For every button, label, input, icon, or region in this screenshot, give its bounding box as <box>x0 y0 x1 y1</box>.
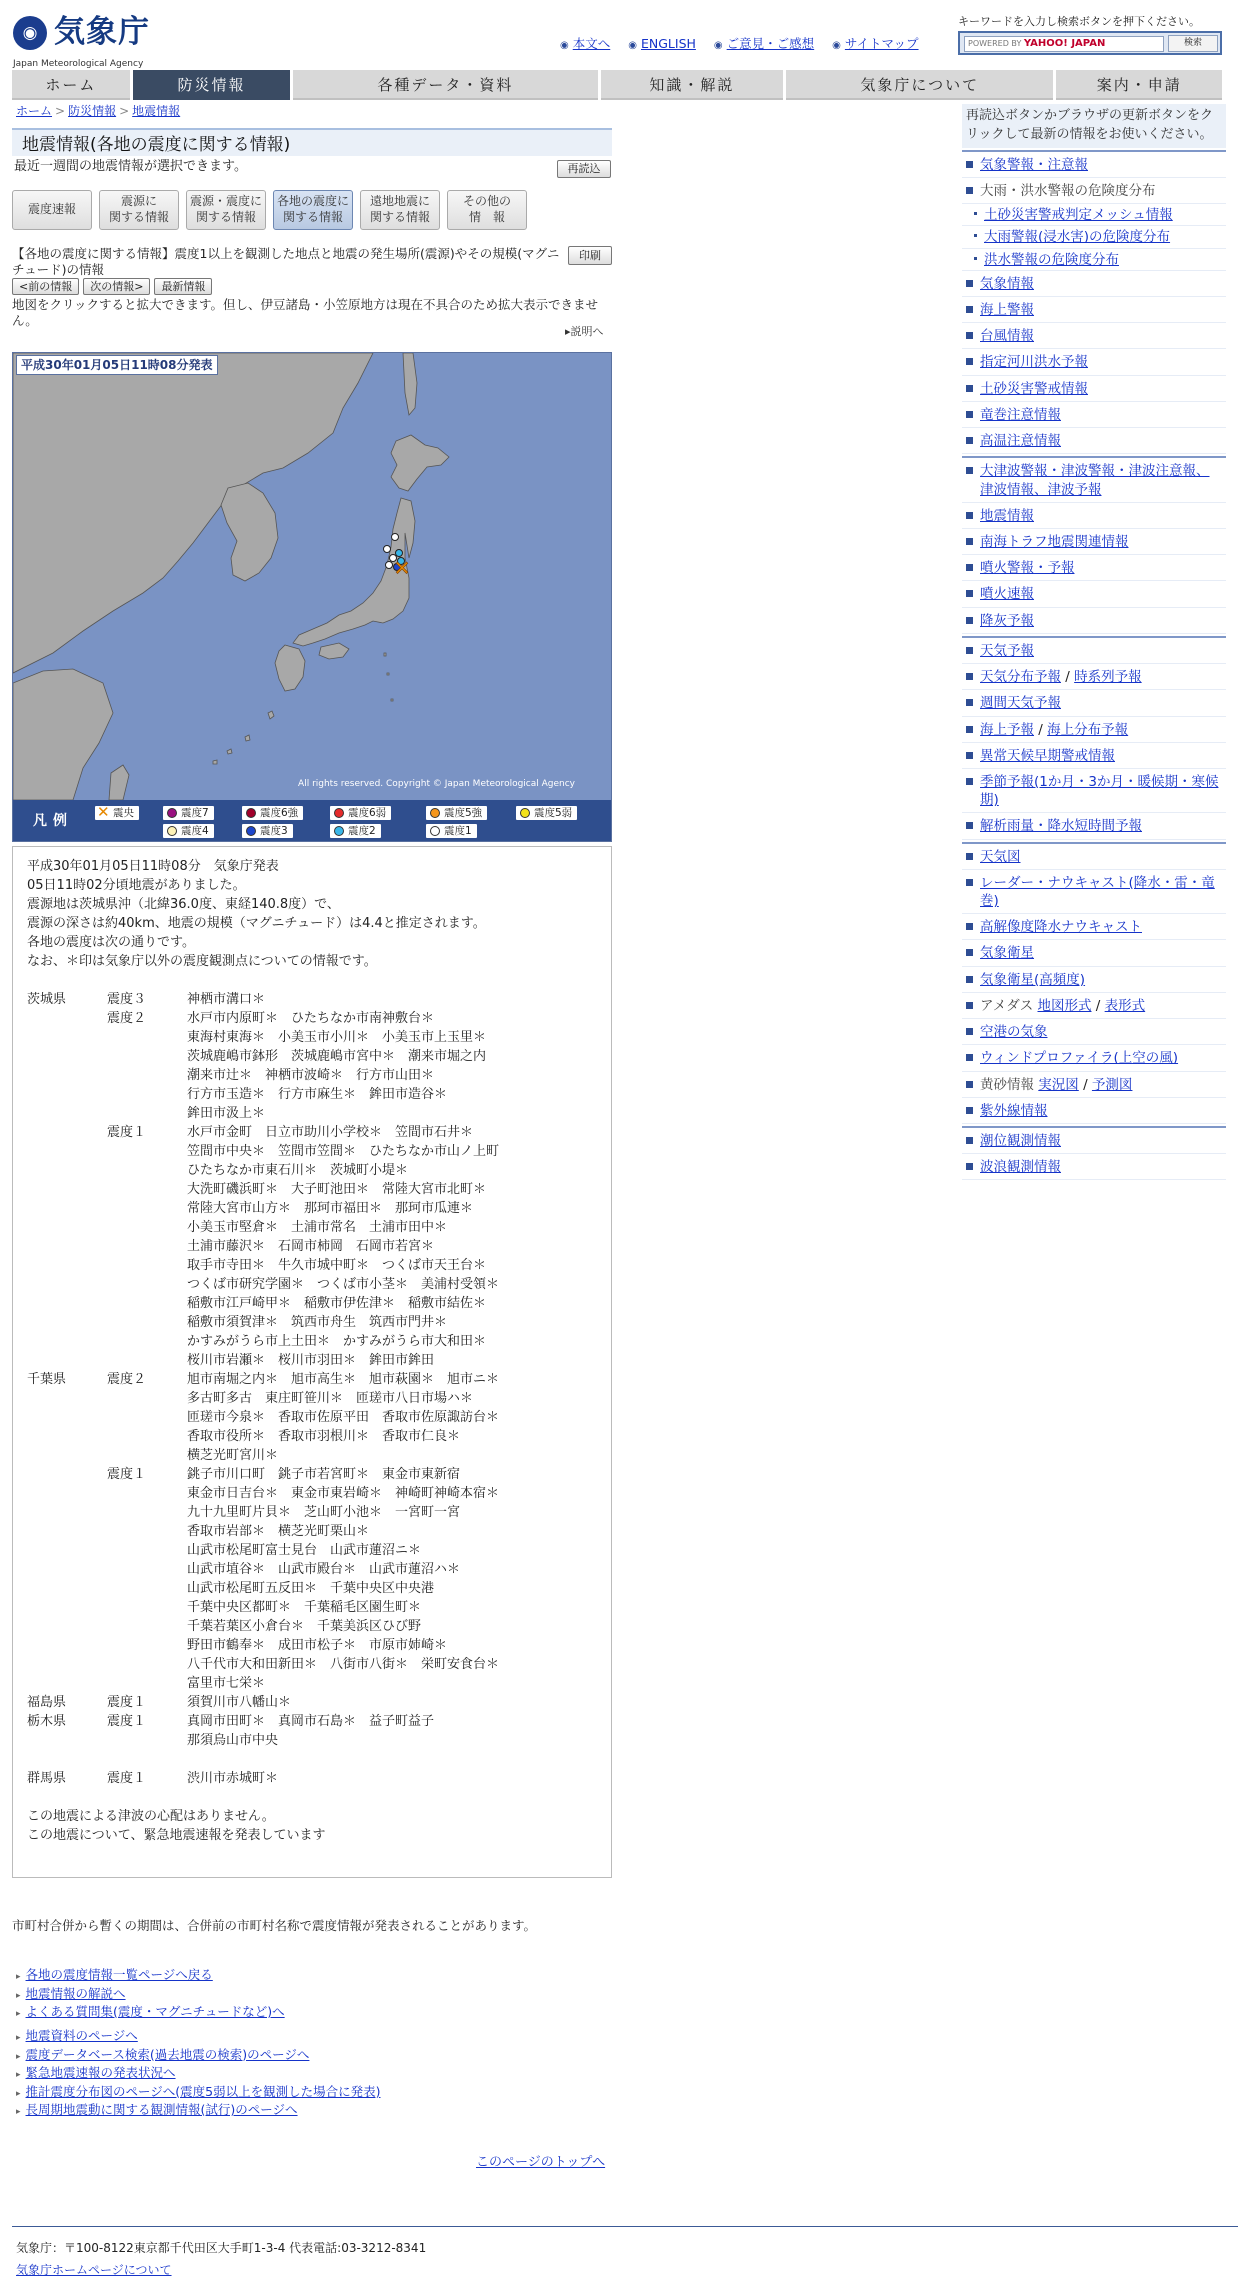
legend-intensity-5-upper: 震度5強 <box>426 806 487 820</box>
main-nav <box>12 70 1222 100</box>
search-yahoo-logo: POWERED BY YAHOO! JAPAN <box>968 38 1106 49</box>
sidebar-item-label[interactable]: レーダー・ナウキャスト(降水・雷・竜巻) <box>980 874 1215 910</box>
sidebar-group <box>962 150 1226 455</box>
legend-intensity-4: 震度4 <box>163 824 214 838</box>
info-description: 【各地の震度に関する情報】震度1以上を観測した地点と地震の発生場所(震源)やその規模(マグニチュード)の情報 <box>12 246 560 278</box>
link-main-content[interactable]: ◉ 本文へ <box>560 36 610 53</box>
intensity-row <box>27 1370 597 1465</box>
link-earthquake-explanation[interactable]: 地震情報の解説へ <box>25 1985 126 2001</box>
sidebar-item-label[interactable]: ウィンドプロファイラ(上空の風) <box>980 1050 1179 1067</box>
sidebar-item-label[interactable]: 季節予報(1か月・3か月・暖候期・寒候期) <box>980 773 1219 809</box>
map-issue-time: 平成30年01月05日11時08分発表 <box>16 355 218 375</box>
sidebar-item <box>962 1045 1226 1071</box>
report-issue-line: 平成30年01月05日11時08分 気象庁発表 <box>27 859 279 874</box>
page-title: 地震情報(各地の震度に関する情報) <box>22 135 291 155</box>
station-list: 真岡市田町＊ 真岡市石島＊ 益子町益子 那須烏山市中央 <box>187 1714 435 1748</box>
search-box <box>958 31 1222 55</box>
sidebar-item-label[interactable]: 紫外線情報 <box>980 1102 1048 1119</box>
related-links-primary <box>16 1967 285 2023</box>
sidebar-item <box>962 323 1226 349</box>
report-epicenter-line: 震源地は茨城県沖（北緯36.0度、東経140.8度）で、 <box>27 897 340 912</box>
report-asterisk-note: なお、＊印は気象庁以外の震度観測点についての情報です。 <box>27 954 377 969</box>
intensity-marker-1 <box>384 546 391 553</box>
breadcrumb-separator: > <box>55 104 66 118</box>
sidebar-item <box>962 349 1226 375</box>
nav-guide[interactable]: 案内・申請 <box>1056 70 1222 100</box>
link-sitemap[interactable]: ◉ サイトマップ <box>832 36 918 53</box>
footer-divider <box>12 2226 1238 2227</box>
sidebar-item-label[interactable]: 高解像度降水ナウキャスト <box>980 919 1142 936</box>
intensity-row <box>27 1712 597 1750</box>
sidebar-item-label[interactable]: 気象衛星(高頻度) <box>980 971 1086 988</box>
intensity-marker-1 <box>392 534 399 541</box>
nav-data[interactable]: 各種データ・資料 <box>293 70 597 100</box>
intensity-3-dot-icon <box>246 826 256 836</box>
reload-button[interactable]: 再読込 <box>557 160 611 178</box>
intensity-level: 震度１ <box>107 1771 147 1786</box>
sidebar-item-label[interactable]: 大津波警報・津波警報・津波注意報、津波情報、津波予報 <box>980 463 1210 498</box>
nav-about[interactable]: 気象庁について <box>786 70 1053 100</box>
search-button[interactable]: 検索 <box>1168 35 1218 52</box>
sidebar-item: 海上予報 / 海上分布予報 <box>962 717 1226 743</box>
prefecture: 千葉県 <box>27 1372 67 1387</box>
link-earthquake-data[interactable]: 地震資料のページへ <box>25 2028 138 2043</box>
sidebar-item-label[interactable]: 南海トラフ地震関連情報 <box>980 533 1129 550</box>
station-list: 銚子市川口町 銚子市若宮町＊ 東金市東新宿 東金市日吉台＊ 東金市東岩崎＊ 神崎町神崎本宿＊ 九十九里町片貝＊ 芝山町小池＊ 一宮町一宮 香取市岩部＊ 横芝光町栗山＊ 山武市松尾町富士見台 山武市蓮沼ニ＊ 山武市埴谷＊ 山武市殿台＊ 山武市蓮沼ハ＊ 山武市松尾町五反田＊ 千葉中央区中央港 千葉中央区都町＊ 千葉稲毛区園生町＊ 千葉若葉区小倉台＊ 千葉美浜区ひび野 野田市鶴奉＊ 成田市松子＊ 市原市姉崎＊ 八千代市大和田新田＊ 八街市八街＊ 栄町安食台＊ 富里市七栄＊ <box>187 1467 500 1691</box>
sidebar-item <box>962 844 1226 870</box>
page-title-bar <box>12 128 612 156</box>
sidebar-item-sublink[interactable]: 実況図 <box>1038 1076 1079 1093</box>
sidebar-item <box>962 297 1226 323</box>
intensity-level: 震度１ <box>107 1467 147 1482</box>
legend-intensity-2: 震度2 <box>330 824 381 838</box>
report-header <box>27 857 597 971</box>
merger-note: 市町村合併から暫くの期間は、合併前の市町村名称で震度情報が発表されることがあります。 <box>12 1918 537 1933</box>
eew-statement: この地震について、緊急地震速報を発表しています <box>27 1828 326 1843</box>
logo-english: Japan Meteorological Agency <box>13 59 144 69</box>
sidebar-item: 黄砂情報 実況図 / 予測図 <box>962 1072 1226 1098</box>
sidebar-item-label[interactable]: 土砂災害警戒情報 <box>980 380 1088 397</box>
intensity-row <box>27 1465 597 1693</box>
intensity-level: 震度３ <box>107 992 147 1007</box>
jma-emblem-icon: ◉ <box>13 16 47 50</box>
station-list: 神栖市溝口＊ <box>187 992 266 1007</box>
sidebar-item <box>962 204 1226 226</box>
tab-distant-earthquake[interactable]: 遠地地震に 関する情報 <box>360 190 440 230</box>
station-list: 旭市南堀之内＊ 旭市高生＊ 旭市萩園＊ 旭市ニ＊ 多古町多古 東庄町笹川＊ 匝瑳市八日市場ハ＊ 匝瑳市今泉＊ 香取市佐原平田 香取市佐原諏訪台＊ 香取市役所＊ 香取市羽根川＊ 香取市仁良＊ 横芝光町宮川＊ <box>187 1372 500 1463</box>
intensity-row <box>27 1769 597 1788</box>
intensity-7-dot-icon <box>167 808 177 818</box>
sidebar-item <box>962 402 1226 428</box>
sidebar-item <box>962 581 1226 607</box>
sidebar-item-label: アメダス <box>980 997 1034 1014</box>
intensity-row <box>27 990 597 1009</box>
sidebar-item-label[interactable]: 噴火速報 <box>980 586 1034 603</box>
legend-intensity-3: 震度3 <box>242 824 293 838</box>
epicenter-icon: ✕ <box>97 803 110 821</box>
link-feedback[interactable]: ◉ ご意見・ご感想 <box>714 36 814 53</box>
legend-intensity-5-lower: 震度5弱 <box>516 806 577 820</box>
sidebar-item-label[interactable]: 土砂災害警戒判定メッシュ情報 <box>984 207 1173 224</box>
link-estimated-intensity-map[interactable]: 推計震度分布図のページへ(震度5弱以上を観測した場合に発表) <box>25 2083 381 2099</box>
sidebar-item-label[interactable]: 異常天候早期警戒情報 <box>980 747 1115 764</box>
japan-map-graphic <box>13 353 612 800</box>
info-navigation <box>12 278 212 295</box>
sidebar-item-label[interactable]: 海上予報 <box>980 721 1034 738</box>
prefecture: 福島県 <box>27 1695 67 1710</box>
nav-disaster-info[interactable]: 防災情報 <box>133 70 291 100</box>
sidebar-item <box>962 967 1226 993</box>
sidebar-item <box>962 226 1226 248</box>
sidebar-item-label[interactable]: 気象警報・注意報 <box>980 156 1088 173</box>
prefecture <box>27 1465 107 1693</box>
intensity-level: 震度１ <box>107 1695 147 1710</box>
intensity-6-lower-dot-icon <box>334 808 344 818</box>
link-long-period-motion[interactable]: 長周期地震動に関する観測情報(試行)のページへ <box>25 2102 298 2117</box>
sidebar-item-label[interactable]: 空港の気象 <box>980 1024 1048 1041</box>
map-hint: 地図をクリックすると拡大できます。但し、伊豆諸島・小笠原地方は現在不具合のため拡大表示できません。 <box>12 297 599 329</box>
jma-logo[interactable] <box>13 12 153 69</box>
sidebar-item-label[interactable]: 高温注意情報 <box>980 433 1061 450</box>
top-links <box>560 36 919 53</box>
sidebar-item-label[interactable]: 指定河川洪水予報 <box>980 354 1088 371</box>
earthquake-report <box>12 846 612 1878</box>
report-occurrence-line: 05日11時02分頃地震がありました。 <box>27 878 246 893</box>
intensity-level: 震度１ <box>107 1714 147 1729</box>
sidebar-item <box>962 940 1226 966</box>
sidebar-item-label[interactable]: 天気分布予報 <box>980 669 1061 686</box>
epicenter-icon: ✕ <box>393 556 411 580</box>
sidebar-group <box>962 1126 1226 1180</box>
search-caption: キーワードを入力し検索ボタンを押下ください。 <box>958 15 1200 28</box>
intensity-marker-1 <box>386 562 393 569</box>
intensity-level: 震度２ <box>107 1372 147 1387</box>
report-depth-magnitude-line: 震源の深さは約40km、地震の規模（マグニチュード）は4.4と推定されます。 <box>27 916 486 931</box>
sidebar-item <box>962 1154 1226 1180</box>
map-copyright: All rights reserved. Copyright © Japan Meteorological Agency <box>298 779 575 789</box>
sidebar-item <box>962 503 1226 529</box>
sidebar-item <box>962 914 1226 940</box>
sidebar-item <box>962 376 1226 402</box>
sidebar-item-label[interactable]: 台風情報 <box>980 328 1034 345</box>
station-list: 須賀川市八幡山＊ <box>187 1695 292 1710</box>
link-intensity-list[interactable]: 各地の震度情報一覧ページへ戻る <box>25 1967 213 1982</box>
intensity-row <box>27 1123 597 1370</box>
sidebar-item-label[interactable]: 洪水警報の危険度分布 <box>984 251 1119 268</box>
legend-epicenter: ✕ 震央 <box>95 806 139 820</box>
breadcrumb-disaster[interactable]: 防災情報 <box>68 104 117 118</box>
sidebar-item-label[interactable]: 海上警報 <box>980 302 1034 318</box>
site-header <box>0 0 1240 68</box>
link-eew-status[interactable]: 緊急地震速報の発表状況へ <box>25 2065 176 2080</box>
explanation-link[interactable]: ▸説明へ <box>565 325 604 338</box>
legend-intensity-6-lower: 震度6弱 <box>330 806 391 820</box>
latest-info-button[interactable]: 最新情報 <box>154 278 212 295</box>
legend-intensity-6-upper: 震度6強 <box>242 806 303 820</box>
sidebar-group <box>962 456 1226 634</box>
prefecture: 群馬県 <box>27 1771 67 1786</box>
print-button[interactable]: 印刷 <box>568 246 612 265</box>
sidebar-group <box>962 842 1226 1124</box>
sidebar-item <box>962 152 1226 178</box>
sidebar-item <box>962 608 1226 634</box>
logo-text: 気象庁 <box>54 14 150 50</box>
sidebar-item-label: 大雨・洪水警報の危険度分布 <box>980 182 1156 199</box>
sidebar-item-label[interactable]: 天気予報 <box>980 642 1034 659</box>
sidebar-item: アメダス 地図形式 / 表形式 <box>962 993 1226 1019</box>
sidebar-item-sublink[interactable]: 海上分布予報 <box>1047 721 1129 738</box>
sidebar-group <box>962 636 1226 840</box>
sidebar-item <box>962 428 1226 454</box>
intensity-6-upper-dot-icon <box>246 808 256 818</box>
legend-title: 凡例 <box>33 813 73 829</box>
nav-home[interactable]: ホーム <box>12 70 130 100</box>
sidebar-item <box>962 178 1226 204</box>
sidebar-item-label[interactable]: 地震情報 <box>980 507 1034 524</box>
intensity-level: 震度２ <box>107 1011 147 1026</box>
intensity-4-dot-icon <box>167 826 177 836</box>
report-intensity-intro: 各地の震度は次の通りです。 <box>27 935 195 950</box>
sidebar <box>962 104 1226 1180</box>
footer-address: 気象庁：〒100-8122東京都千代田区大手町1-3-4 代表電話:03-3212-8341 <box>16 2241 427 2255</box>
sidebar-item <box>962 743 1226 769</box>
sidebar-item-sublink[interactable]: 時系列予報 <box>1074 669 1142 686</box>
sidebar-item <box>962 690 1226 716</box>
prefecture <box>27 1009 107 1123</box>
page-subtitle: 最近一週間の地震情報が選択できます。 <box>14 159 247 174</box>
sidebar-item-label[interactable]: 波浪観測情報 <box>980 1159 1061 1176</box>
intensity-list <box>27 990 597 1788</box>
sidebar-groups <box>962 150 1226 1181</box>
tsunami-statement: この地震による津波の心配はありません。 <box>27 1809 275 1824</box>
sidebar-item-sublink[interactable]: 予測図 <box>1091 1076 1133 1093</box>
next-info-button[interactable]: 次の情報> <box>83 278 150 295</box>
sidebar-item <box>962 769 1226 813</box>
prefecture: 栃木県 <box>27 1714 67 1729</box>
sidebar-item-label[interactable]: 潮位観測情報 <box>980 1133 1061 1149</box>
breadcrumb-home[interactable]: ホーム <box>16 104 53 118</box>
intensity-5-lower-dot-icon <box>520 808 530 818</box>
intensity-row <box>27 1009 597 1123</box>
nav-knowledge[interactable]: 知識・解説 <box>601 70 784 100</box>
sidebar-item <box>962 249 1226 271</box>
station-list: 水戸市内原町＊ ひたちなか市南神敷台＊ 東海村東海＊ 小美玉市小川＊ 小美玉市上玉里＊ 茨城鹿嶋市鉢形 茨城鹿嶋市宮中＊ 潮来市堀之内 潮来市辻＊ 神栖市波崎＊ 行方市山田＊ 行方市玉造＊ 行方市麻生＊ 鉾田市造谷＊ 鉾田市汲上＊ <box>187 1011 487 1121</box>
intensity-2-dot-icon <box>334 826 344 836</box>
sidebar-item <box>962 458 1226 502</box>
sidebar-item <box>962 555 1226 581</box>
tab-hypocenter-intensity[interactable]: 震源・震度に 関する情報 <box>186 190 266 230</box>
sidebar-item <box>962 1098 1226 1124</box>
sidebar-item-sublink[interactable]: 地図形式 <box>1037 997 1092 1014</box>
sidebar-item <box>962 1128 1226 1154</box>
sidebar-note: 再読込ボタンかブラウザの更新ボタンをクリックして最新の情報をお使いください。 <box>962 104 1226 148</box>
sidebar-item-label[interactable]: 降灰予報 <box>980 612 1034 629</box>
legend-intensity-7: 震度7 <box>163 806 214 820</box>
link-faq[interactable]: よくある質問集(震度・マグニチュードなど)へ <box>25 2004 285 2019</box>
breadcrumb-earthquake[interactable]: 地震情報 <box>132 104 181 118</box>
sidebar-item-label[interactable]: 噴火警報・予報 <box>980 560 1075 577</box>
link-intensity-database[interactable]: 震度データベース検索(過去地震の検索)のページへ <box>25 2046 310 2062</box>
tab-local-intensity[interactable]: 各地の震度に 関する情報 <box>273 190 353 230</box>
previous-info-button[interactable]: <前の情報 <box>12 278 79 295</box>
sidebar-item-label[interactable]: 天気図 <box>980 848 1021 865</box>
station-list: 渋川市赤城町＊ <box>187 1771 279 1786</box>
legend-intensity-1: 震度1 <box>426 824 477 838</box>
sidebar-item <box>962 529 1226 555</box>
tab-hypocenter[interactable]: 震源に 関する情報 <box>99 190 179 230</box>
sidebar-item: 天気分布予報 / 時系列予報 <box>962 664 1226 690</box>
intensity-5-upper-dot-icon <box>430 808 440 818</box>
sidebar-item-label[interactable]: 気象衛星 <box>980 945 1034 962</box>
sidebar-item <box>962 271 1226 297</box>
page-top-link[interactable]: このページのトップへ <box>476 2155 606 2170</box>
sidebar-item-label[interactable]: 大雨警報(浸水害)の危険度分布 <box>984 229 1171 246</box>
tab-other[interactable]: その他の 情 報 <box>447 190 527 230</box>
breadcrumb-separator: > <box>119 104 130 118</box>
intensity-row <box>27 1693 597 1712</box>
report-footer <box>27 1807 597 1845</box>
sidebar-item-label[interactable]: 気象情報 <box>980 275 1034 292</box>
prefecture: 茨城県 <box>27 992 67 1007</box>
sidebar-item-label: 黄砂情報 <box>980 1076 1034 1093</box>
station-list: 水戸市金町 日立市助川小学校＊ 笠間市石井＊ 笠間市中央＊ 笠間市笠間＊ ひたちなか市山ノ上町 ひたちなか市東石川＊ 茨城町小堤＊ 大洗町磯浜町＊ 大子町池田＊ 常陸大宮市北町＊ 常陸大宮市山方＊ 那珂市福田＊ 那珂市瓜連＊ 小美玉市堅倉＊ 土浦市常名 土浦市田中＊ 土浦市藤沢＊ 石岡市柿岡 石岡市若宮＊ 取手市寺田＊ 牛久市城中町＊ つくば市天王台＊ つくば市研究学園＊ つくば市小茎＊ 美浦村受領＊ 稲敷市江戸崎甲＊ 稲敷市伊佐津＊ 稲敷市結佐＊ 稲敷市須賀津＊ 筑西市舟生 筑西市門井＊ かすみがうら市上土田＊ かすみがうら市大和田＊ 桜川市岩瀬＊ 桜川市羽田＊ 鉾田市鉾田 <box>187 1125 500 1368</box>
breadcrumb <box>16 103 180 119</box>
tab-shindo-sokuho[interactable]: 震度速報 <box>12 190 92 230</box>
prefecture <box>27 1123 107 1370</box>
sidebar-item-label[interactable]: 解析雨量・降水短時間予報 <box>980 818 1142 835</box>
intensity-1-dot-icon <box>430 826 440 836</box>
sidebar-item <box>962 870 1226 914</box>
sidebar-item <box>962 1019 1226 1045</box>
sidebar-item-label[interactable]: 竜巻注意情報 <box>980 406 1061 423</box>
sub-tabs <box>12 190 527 230</box>
related-links-secondary <box>16 2028 381 2121</box>
intensity-level: 震度１ <box>107 1125 147 1140</box>
sidebar-item-sublink[interactable]: 表形式 <box>1104 997 1146 1014</box>
footer-about-link[interactable]: 気象庁ホームページについて <box>16 2263 172 2277</box>
link-english[interactable]: ◉ ENGLISH <box>628 36 696 53</box>
sidebar-item <box>962 813 1226 839</box>
intensity-map[interactable] <box>12 352 612 842</box>
sidebar-item-label[interactable]: 週間天気予報 <box>980 695 1061 712</box>
map-legend <box>13 800 612 842</box>
sidebar-item <box>962 638 1226 664</box>
